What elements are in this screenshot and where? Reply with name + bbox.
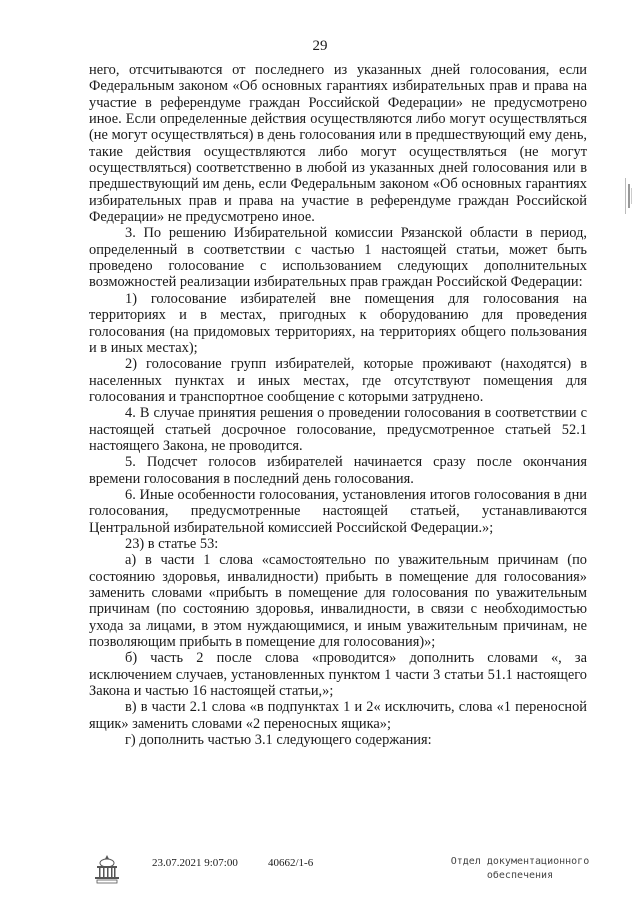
page-footer (0, 853, 640, 903)
scan-edge-mark (622, 176, 634, 216)
duma-building-icon (92, 853, 122, 885)
paragraph: 5. Подсчет голосов избирателей начинается сразу после окончания времени голосования в последний день голосования. (89, 454, 587, 487)
paragraph: 6. Иные особенности голосования, установления итогов голосования в дни голосования, предусмотренные настоящей статьей, устанавливаются Центральной избирательной комиссией Российской Федерации.»; (89, 486, 587, 536)
footer-department (440, 855, 600, 883)
paragraph: г) дополнить частью 3.1 следующего содержания: (125, 732, 432, 749)
paragraph: в) в части 2.1 слова «в подпунктах 1 и 2« исключить, слова «1 переносной ящик» заменить словами «2 переносных ящика»; (89, 699, 587, 732)
paragraph: 4. В случае принятия решения о проведении голосования в соответствии с настоящей статьей досрочное голосование, предусмотренное статьей 52.1 настоящего Закона, не проводится. (89, 405, 587, 454)
footer-date: 23.07.2021 9:07:00 (152, 857, 238, 869)
document-body (89, 62, 587, 748)
paragraph: 2) голосование групп избирателей, которые проживают (находятся) в населенных пунктах и иных местах, где отсутствуют помещения для голосования и транспортное сообщение с которыми затруднено. (89, 356, 587, 405)
footer-doc-number: 40662/1-6 (268, 857, 314, 869)
paragraph: 3. По решению Избирательной комиссии Рязанской области в период, определенный в соответствии с частью 1 настоящей статьи, может быть проведено голосование с использованием следующих дополнительных возможностей реализации избирательных прав граждан Российской Федерации: (89, 225, 587, 291)
paragraph: а) в части 1 слова «самостоятельно по уважительным причинам (по состоянию здоровья, инвалидности) прибыть в помещение для голосования» заменить словами «прибыть в помещение для голосования по уважительным причинам (по состоянию здоровья, инвалидности, в связи с необходимостью ухода за лицами, в этом нуждающимися, и иным уважительным причинам, не позволяющим прибыть в помещение для голосования)»; (89, 552, 587, 651)
paragraph: него, отсчитываются от последнего из указанных дней голосования, если Федеральным законом «Об основных гарантиях избирательных прав и права на участие в референдуме граждан Российской Федерации» не предусмотрено иное. Если определенные действия осуществляются либо могут осуществляться (не могут осуществляться) в день голосования или в предшествующий ему день, такие действия осуществляются либо могут осуществляться (не могут осуществляться) соответственно в любой из указанных дней голосования или в предшествующий им день, если Федеральным законом «Об основных гарантиях избирательных прав и права на участие в референдуме граждан Российской Федерации» не предусмотрено иное. (89, 62, 587, 226)
footer-department-line: Отдел документационного (450, 856, 590, 867)
paragraph: б) часть 2 после слова «проводится» дополнить словами «, за исключением случаев, установленных пунктом 1 части 3 статьи 51.1 настоящего Закона и частью 16 настоящей статьи,»; (89, 650, 587, 700)
footer-department-line: обеспечения (486, 870, 554, 881)
page-number: 29 (312, 38, 328, 54)
paragraph: 1) голосование избирателей вне помещения для голосования на территориях и в местах, пригодных к оборудованию для проведения голосования (на придомовых территориях, на территориях общего пользования и в иных местах); (89, 290, 587, 356)
paragraph: 23) в статье 53: (125, 535, 219, 552)
